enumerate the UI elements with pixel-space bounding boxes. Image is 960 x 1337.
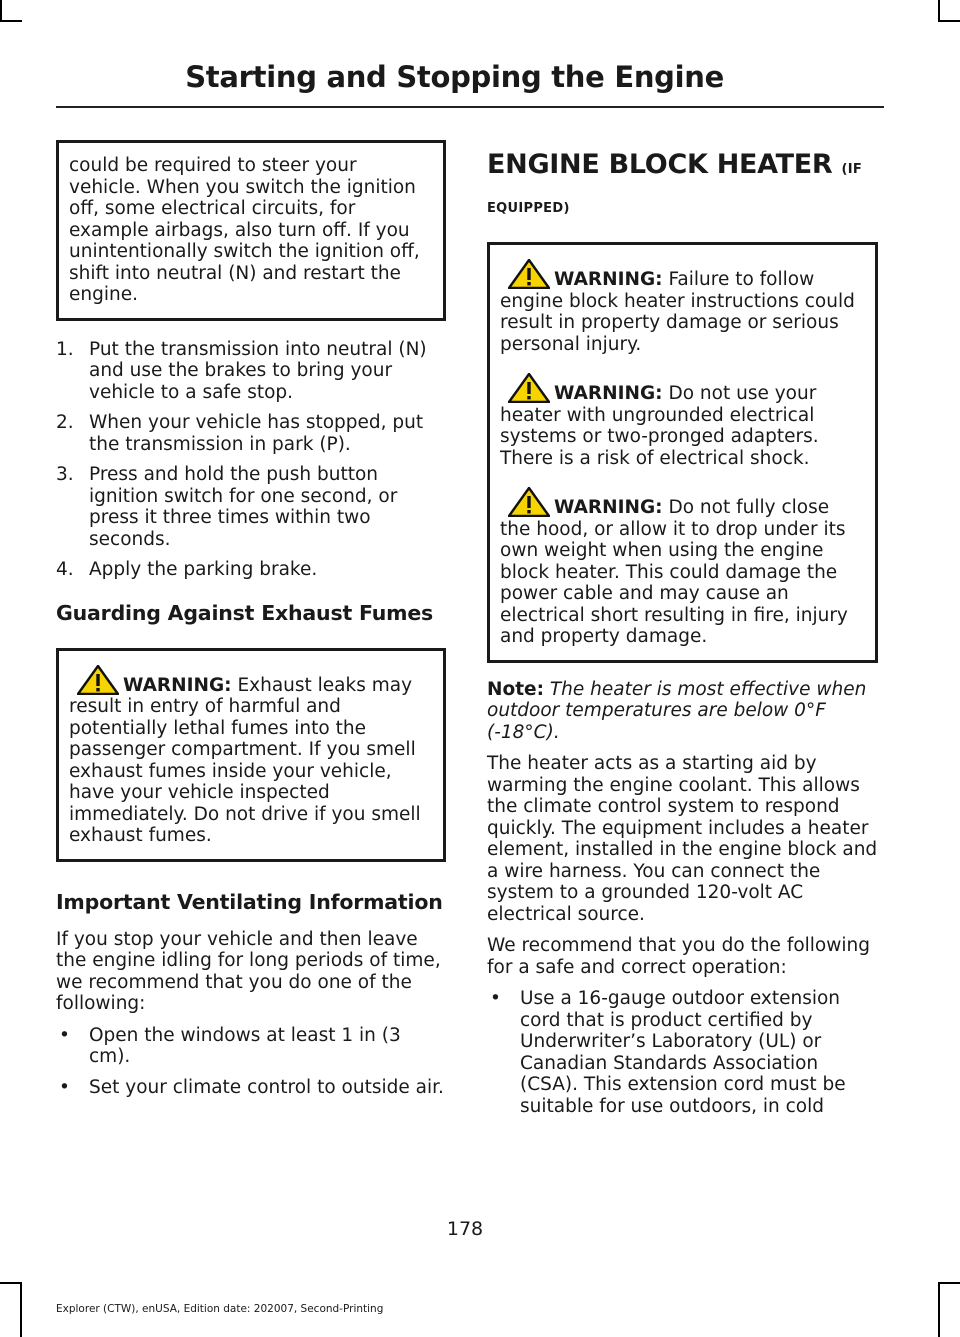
warning-body: Do not use your heater with ungrounded electrical systems or two-pronged adapters. There is a risk of electrical shock. — [500, 383, 819, 469]
warning-text — [500, 487, 865, 648]
crop-mark — [0, 0, 2, 22]
bullet-text: Set your climate control to outside air. — [89, 1076, 444, 1098]
section-heading-engine-block-heater — [487, 148, 878, 226]
right-column — [487, 140, 878, 1126]
heading-suffix: (IF EQUIPPED) — [487, 162, 863, 216]
step-number: 4. — [56, 559, 74, 580]
warning-block — [500, 259, 865, 355]
list-item — [56, 559, 446, 581]
warning-label: WARNING: — [123, 674, 232, 696]
footer-edition-info: Explorer (CTW), enUSA, Edition date: 202007, Second-Printing — [56, 1303, 384, 1315]
step-text: Press and hold the push button ignition switch for one second, or press it three times within two seconds. — [89, 464, 398, 550]
stopping-steps-list — [56, 339, 446, 581]
warning-triangle-icon — [508, 259, 550, 289]
step-text: Apply the parking brake. — [89, 559, 318, 580]
crop-mark — [0, 20, 22, 22]
warning-label: WARNING: — [554, 269, 663, 290]
list-item — [56, 339, 446, 404]
note-text: The heater is most effective when outdoor temperatures are below 0°F (-18°C). — [487, 678, 867, 743]
warning-block — [500, 373, 865, 469]
warning-triangle-icon — [508, 487, 550, 517]
heater-description: The heater acts as a starting aid by warming the engine coolant. This allows the climate control system to respond quickly. The equipment includes a heater element, installed in the engine block and a wire harness. You can connect the system to a grounded 120-volt AC electrical source. — [487, 753, 878, 925]
step-text: Put the transmission into neutral (N) and use the brakes to bring your vehicle to a safe stop. — [89, 338, 427, 403]
left-column — [56, 140, 446, 1107]
list-item — [56, 464, 446, 550]
recommendation-bullets — [487, 988, 878, 1117]
step-number: 3. — [56, 464, 74, 485]
warning-box-continuation — [56, 140, 446, 321]
warning-block — [500, 487, 865, 648]
crop-mark — [20, 1282, 22, 1337]
warning-triangle-icon — [77, 665, 119, 695]
step-text: When your vehicle has stopped, put the transmission in park (P). — [89, 412, 424, 455]
note-label: Note: — [487, 678, 544, 700]
crop-mark — [938, 0, 940, 22]
step-number: 1. — [56, 338, 74, 360]
bullet-text: Open the windows at least 1 in (3 cm). — [89, 1024, 401, 1067]
crop-mark — [0, 1282, 22, 1284]
warning-body: Exhaust leaks may result in entry of harmful and potentially lethal fumes into the passenger compartment. If you smell exhaust fumes inside your vehicle, have your vehicle inspected immediately. Do not drive if you smell exhaust fumes. — [69, 674, 421, 846]
list-item — [487, 988, 878, 1117]
warning-continuation-text: could be required to steer your vehicle. When you switch the ignition off, some electrical circuits, for example airbags, also turn off. If you unintentionally switch the ignition off, shift into neutral (N) and restart the engine. — [69, 155, 420, 305]
bullet-text: Use a 16-gauge outdoor extension cord that is product certified by Underwriter’s Laboratory (UL) or Canadian Standards Association (CSA). This extension cord must be suitable for use outdoors, in cold — [520, 988, 846, 1117]
warning-box-exhaust — [56, 648, 446, 862]
bullet-icon: • — [59, 1076, 70, 1098]
step-number: 2. — [56, 412, 74, 433]
section-heading-ventilating: Important Ventilating Information — [56, 889, 443, 914]
crop-mark — [938, 20, 960, 22]
list-item — [56, 1077, 446, 1099]
warning-triangle-icon — [508, 373, 550, 403]
recommendation-intro: We recommend that you do the following for a safe and correct operation: — [487, 935, 870, 978]
warning-text — [500, 373, 865, 469]
crop-mark — [938, 1282, 960, 1284]
bullet-icon: • — [490, 988, 501, 1009]
page-title: Starting and Stopping the Engine — [185, 60, 724, 94]
bullet-icon: • — [59, 1024, 70, 1046]
warning-body: Failure to follow engine block heater instructions could result in property damage or serious personal injury. — [500, 269, 855, 355]
crop-mark — [938, 1282, 940, 1337]
note — [487, 679, 878, 744]
list-item — [56, 1025, 446, 1068]
warning-label: WARNING: — [554, 383, 663, 404]
warning-text — [500, 259, 865, 355]
section-heading-exhaust: Guarding Against Exhaust Fumes — [56, 600, 434, 625]
ventilating-bullets — [56, 1025, 446, 1099]
list-item — [56, 412, 446, 455]
header-divider — [56, 106, 884, 108]
ventilating-intro: If you stop your vehicle and then leave the engine idling for long periods of time, we recommend that you do one of the following: — [56, 928, 441, 1014]
warning-label: WARNING: — [554, 497, 663, 518]
warning-body: Do not fully close the hood, or allow it to drop under its own weight when using the engine block heater. This could damage the power cable and may cause an electrical short resulting in fire, injury and property damage. — [500, 497, 848, 647]
warning-text — [69, 665, 433, 847]
heading-main: ENGINE BLOCK HEATER — [487, 149, 833, 180]
warning-box-heater — [487, 242, 878, 663]
page-number: 178 — [446, 1218, 484, 1240]
